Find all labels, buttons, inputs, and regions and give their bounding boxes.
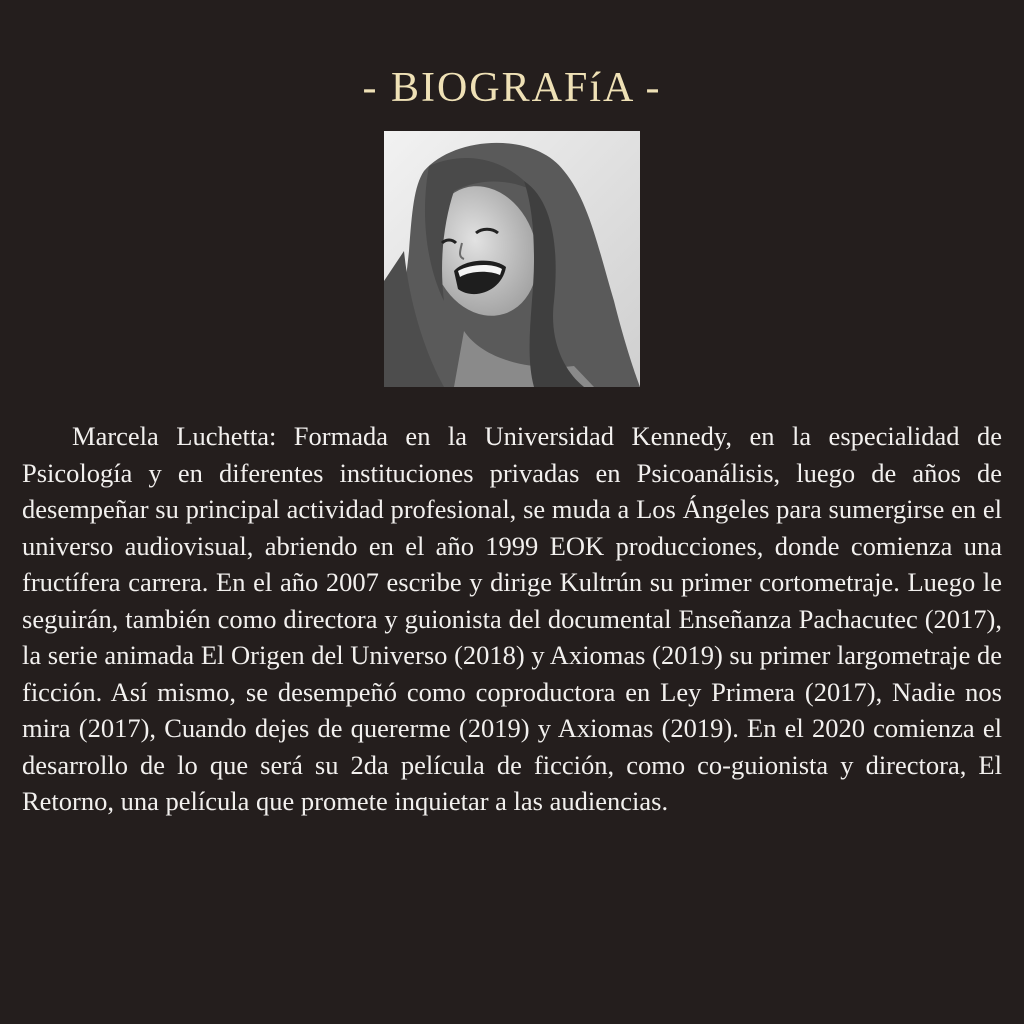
portrait-photo: [384, 131, 640, 387]
page-title: - BIOGRAFíA -: [362, 65, 662, 111]
portrait-image: [384, 131, 640, 387]
biography-text: Marcela Luchetta: Formada en la Universidad Kennedy, en la especialidad de Psicología y en diferentes instituciones privadas en Psicoanálisis, luego de años de desempeñar su principal actividad profesional, se muda a Los Ángeles para sumergirse en el universo audiovisual, abriendo en el año 1999 EOK producciones, donde comienza una fructífera carrera. En el año 2007 escribe y dirige Kultrún su primer cortometraje. Luego le seguirán, también como directora y guionista del documental Enseñanza Pachacutec (2017), la serie animada El Origen del Universo (2018) y Axiomas (2019) su primer largometraje de ficción. Así mismo, se desempeñó como coproductora en Ley Primera (2017), Nadie nos mira (2017), Cuando dejes de quererme (2019) y Axiomas (2019). En el 2020 comienza el desarrollo de lo que será su 2da película de ficción, como co-guionista y directora, El Retorno, una película que promete inquietar a las audiencias.: [22, 421, 1002, 816]
